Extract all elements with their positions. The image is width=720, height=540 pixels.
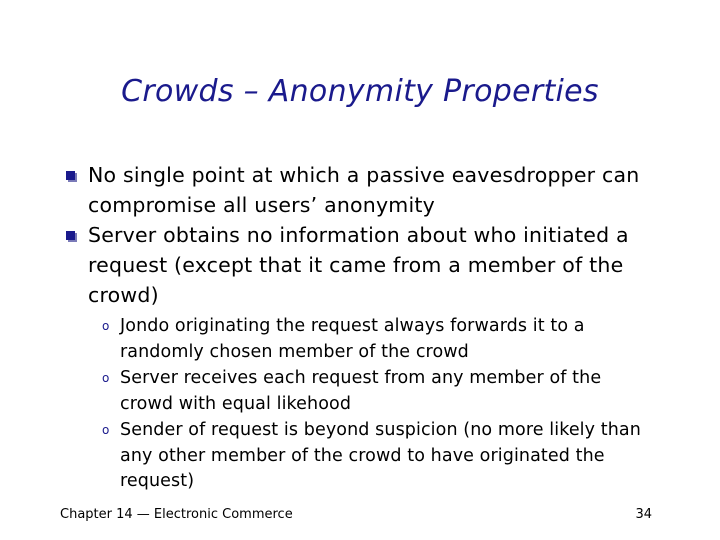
- bullet-item: [66, 160, 666, 220]
- page-number: 34: [635, 507, 652, 522]
- subbullet-item: [102, 366, 647, 417]
- subbullet-item: [102, 418, 647, 495]
- circle-bullet-icon: o: [102, 371, 110, 385]
- subbullet-text: Jondo originating the request always forwards it to a randomly chosen member of the crowd: [120, 316, 585, 362]
- subbullet-text: Server receives each request from any member of the crowd with equal likehood: [120, 368, 602, 414]
- circle-bullet-icon: o: [102, 423, 110, 437]
- bullet-item: [66, 220, 666, 310]
- bullet-text: Server obtains no information about who initiated a request (except that it came from a member of the crowd): [88, 223, 629, 307]
- bullet-list: [66, 160, 666, 310]
- square-bullet-icon: [66, 171, 75, 180]
- slide-title: Crowds – Anonymity Properties: [121, 74, 599, 109]
- square-bullet-icon: [66, 231, 75, 240]
- subbullet-list: [102, 314, 647, 496]
- footer-chapter: Chapter 14 — Electronic Commerce: [60, 507, 293, 522]
- circle-bullet-icon: o: [102, 319, 110, 333]
- bullet-text: No single point at which a passive eavesdropper can compromise all users’ anonymity: [88, 163, 640, 217]
- subbullet-text: Sender of request is beyond suspicion (no more likely than any other member of the crowd to have originated the request): [120, 420, 641, 491]
- subbullet-item: [102, 314, 647, 365]
